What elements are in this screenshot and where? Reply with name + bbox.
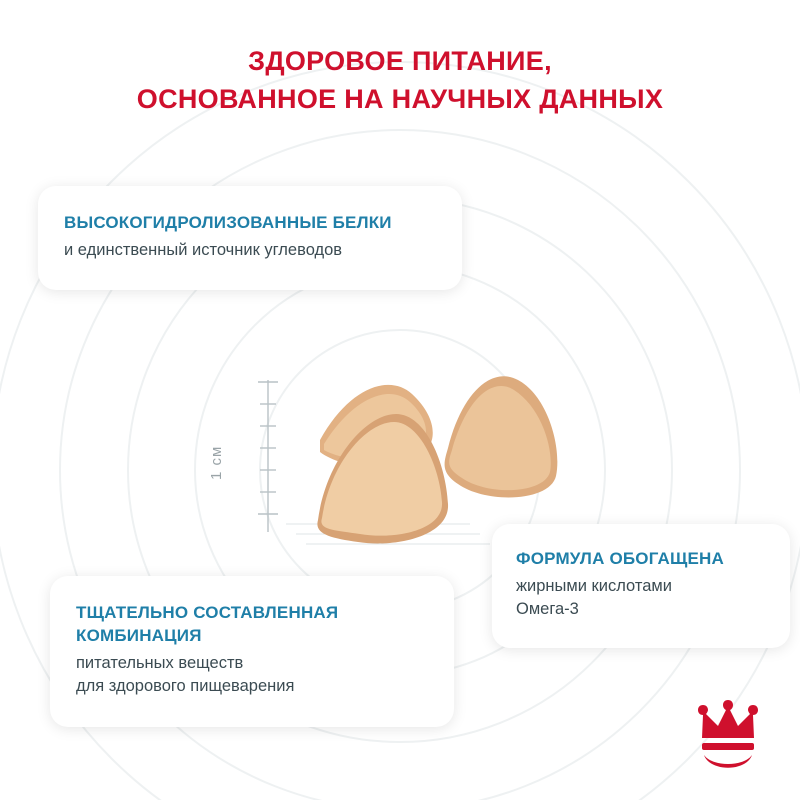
callout-omega-title: ФОРМУЛА ОБОГАЩЕНА [516,549,724,568]
callout-combination-subtitle-line-2: для здорового пищеварения [76,677,295,696]
headline-line-2: ОСНОВАННОЕ НА НАУЧНЫХ ДАННЫХ [136,84,664,115]
royal-canin-crown-logo-icon [682,696,774,774]
scale-label: 1 см [208,445,225,480]
callout-card-proteins [38,186,462,290]
callout-combination-subtitle-line-1: питательных веществ [76,653,244,672]
callout-card-omega [492,524,790,648]
callout-omega-subtitle-line-2: Омега-3 [516,600,579,619]
callout-combination-title-line-1: ТЩАТЕЛЬНО СОСТАВЛЕННАЯ [76,603,339,622]
callout-proteins-title: ВЫСОКОГИДРОЛИЗОВАННЫЕ БЕЛКИ [64,213,392,232]
page-title [40,42,760,119]
headline-line-1: ЗДОРОВОЕ ПИТАНИЕ, [248,46,552,76]
callout-card-combination [50,576,454,727]
callout-combination-title-line-2: КОМБИНАЦИЯ [76,625,202,645]
kibble-piece [445,376,558,497]
callout-omega-subtitle-line-1: жирными кислотами [516,576,672,595]
callout-proteins-subtitle: и единственный источник углеводов [64,240,343,259]
